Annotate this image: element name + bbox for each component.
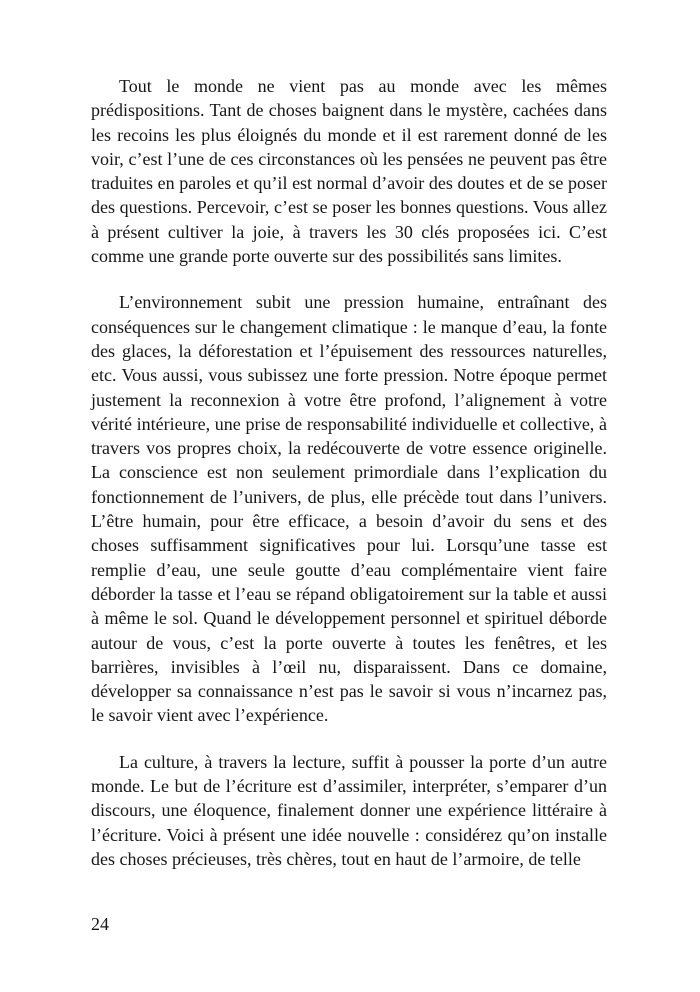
body-text [91,74,607,871]
paragraph-2: L’environnement subit une pression humaine, entraînant des conséquences sur le changement climatique : le manque d’eau, la fonte des glaces, la déforestation et l’épuisement des ressources naturelles, etc. Vous aussi, vous subissez une forte pression. Notre époque permet justement la reconnexion à votre être profond, l’alignement à votre vérité intérieure, une prise de responsabilité individuelle et collective, à travers vos propres choix, la redécouverte de votre essence originelle. La conscience est non seulement primordiale dans l’explication du fonctionnement de l’univers, de plus, elle précède tout dans l’univers. L’être humain, pour être efficace, a besoin d’avoir du sens et des choses suffisamment significatives pour lui. Lorsqu’une tasse est remplie d’eau, une seule goutte d’eau complémentaire vient faire déborder la tasse et l’eau se répand obligatoirement sur la table et aussi à même le sol. Quand le développement personnel et spirituel déborde autour de vous, c’est la porte ouverte à toutes les fenêtres, et les barrières, invisibles à l’œil nu, disparaissent. Dans ce domaine, développer sa connaissance n’est pas le savoir si vous n’incarnez pas, le savoir vient avec l’expérience. [91,292,607,726]
page-number: 24 [91,914,109,934]
paragraph-3: La culture, à travers la lecture, suffit à pousser la porte d’un autre monde. Le but de l’écriture est d’assimiler, interpréter, s’emparer d’un discours, une éloquence, finalement donner une expérience littéraire à l’écriture. Voici à présent une idée nouvelle : considérez qu’on installe des choses précieuses, très chères, tout en haut de l’armoire, de telle [91,751,607,869]
paragraph-1: Tout le monde ne vient pas au monde avec les mêmes prédispositions. Tant de choses baignent dans le mystère, cachées dans les recoins les plus éloignés du monde et il est rarement donné de les voir, c’est l’une de ces circonstances où les pensées ne peuvent pas être traduites en paroles et qu’il est normal d’avoir des doutes et de se poser des questions. Percevoir, c’est se poser les bonnes questions. Vous allez à présent cultiver la joie, à travers les 30 clés proposées ici. C’est comme une grande porte ouverte sur des possibilités sans limites. [91,76,607,267]
